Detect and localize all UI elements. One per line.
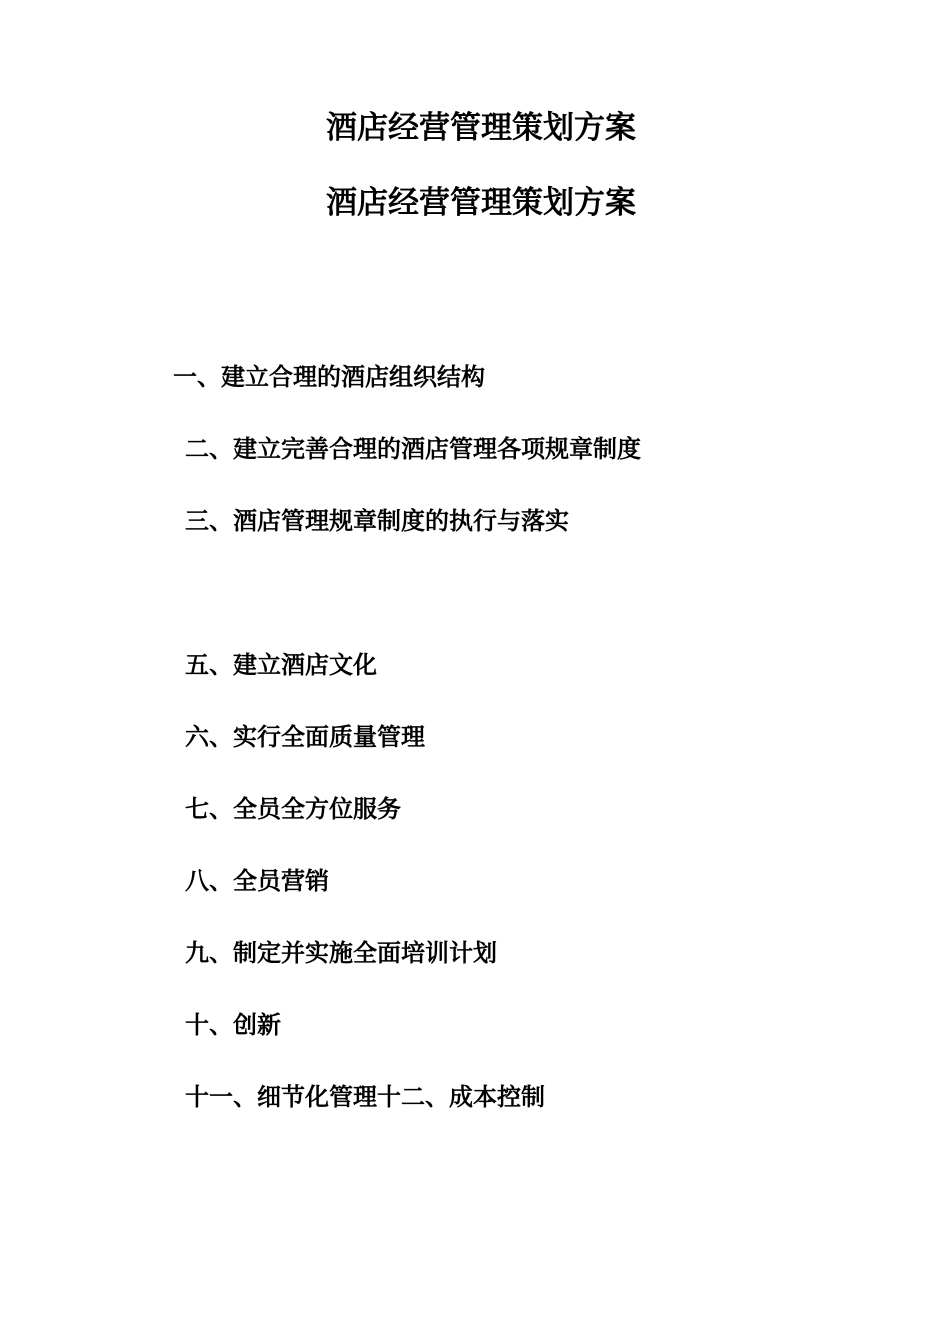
outline-item-8: 八、全员营销: [185, 867, 329, 895]
outline-item-3: 三、酒店管理规章制度的执行与落实: [185, 507, 569, 535]
outline-item-5: 五、建立酒店文化: [185, 651, 377, 679]
outline-item-11: 十一、细节化管理十二、成本控制: [185, 1083, 545, 1111]
document-subtitle: 酒店经营管理策划方案: [326, 185, 636, 221]
outline-item-7: 七、全员全方位服务: [185, 795, 401, 823]
outline-item-9: 九、制定并实施全面培训计划: [185, 939, 497, 967]
outline-item-1: 一、建立合理的酒店组织结构: [173, 363, 485, 391]
outline-item-10: 十、创新: [185, 1011, 281, 1039]
document-title: 酒店经营管理策划方案: [326, 110, 636, 146]
outline-item-2: 二、建立完善合理的酒店管理各项规章制度: [185, 435, 641, 463]
outline-item-6: 六、实行全面质量管理: [185, 723, 425, 751]
